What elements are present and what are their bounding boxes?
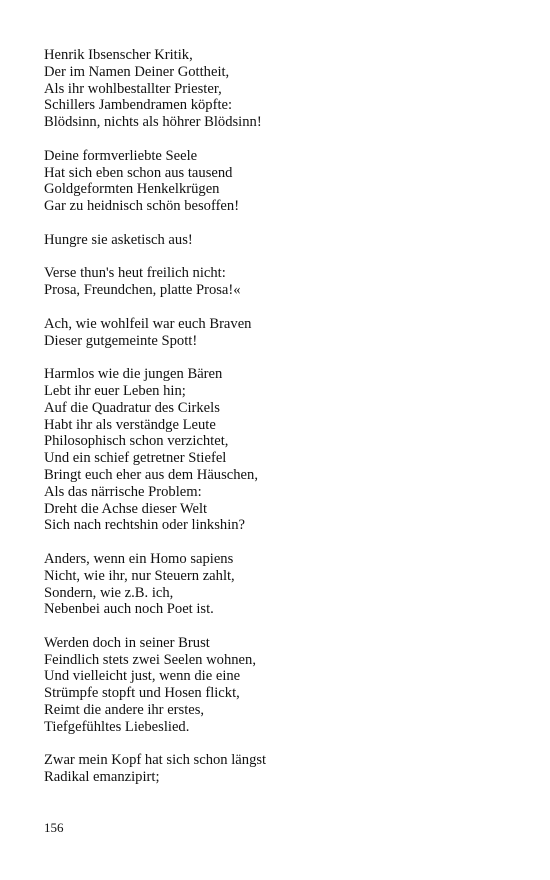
poem-line: Nebenbei auch noch Poet ist. <box>44 601 214 618</box>
stanza <box>44 752 514 786</box>
stanza <box>44 148 514 215</box>
poem-line: Verse thun's heut freilich nicht: <box>44 265 226 282</box>
poem-line: Sondern, wie z.B. ich, <box>44 584 174 601</box>
poem-line: Hungre sie asketisch aus! <box>44 231 193 248</box>
poem-line: Anders, wenn ein Homo sapiens <box>44 550 234 567</box>
poem-line: Zwar mein Kopf hat sich schon längst <box>44 752 267 769</box>
stanza <box>44 635 514 736</box>
poem-text <box>44 47 514 803</box>
poem-line: Schillers Jambendramen köpfte: <box>44 97 233 114</box>
poem-line: Hat sich eben schon aus tausend <box>44 164 233 181</box>
poem-line: Feindlich stets zwei Seelen wohnen, <box>44 651 256 668</box>
poem-line: Und ein schief getretner Stiefel <box>44 450 227 467</box>
poem-line: Als ihr wohlbestallter Priester, <box>44 80 222 97</box>
poem-line: Lebt ihr euer Leben hin; <box>44 382 186 399</box>
poem-line: Und vielleicht just, wenn die eine <box>44 668 241 685</box>
poem-line: Philosophisch schon verzichtet, <box>44 433 229 450</box>
poem-line: Gar zu heidnisch schön besoffen! <box>44 198 240 215</box>
poem-line: Ach, wie wohlfeil war euch Braven <box>44 315 252 332</box>
poem-line: Habt ihr als verständge Leute <box>44 416 216 433</box>
poem-line: Der im Namen Deiner Gottheit, <box>44 63 230 80</box>
poem-line: Strümpfe stopft und Hosen flickt, <box>44 685 240 702</box>
stanza <box>44 316 514 350</box>
poem-line: Nicht, wie ihr, nur Steuern zahlt, <box>44 567 235 584</box>
stanza <box>44 366 514 534</box>
poem-line: Dreht die Achse dieser Welt <box>44 500 208 517</box>
poem-line: Bringt euch eher aus dem Häuschen, <box>44 466 258 483</box>
poem-line: Als das närrische Problem: <box>44 483 202 500</box>
poem-line: Reimt die andere ihr erstes, <box>44 702 205 719</box>
poem-line: Harmlos wie die jungen Bären <box>44 366 223 383</box>
stanza <box>44 232 514 249</box>
stanza <box>44 265 514 299</box>
poem-line: Dieser gutgemeinte Spott! <box>44 332 198 349</box>
poem-line: Prosa, Freundchen, platte Prosa!« <box>44 282 241 299</box>
stanza <box>44 47 514 131</box>
poem-line: Tiefgefühltes Liebeslied. <box>44 718 190 735</box>
poem-line: Sich nach rechtshin oder linkshin? <box>44 517 246 534</box>
poem-line: Deine formverliebte Seele <box>44 147 198 164</box>
poem-line: Werden doch in seiner Brust <box>44 634 210 651</box>
poem-line: Henrik Ibsenscher Kritik, <box>44 47 193 63</box>
poem-line: Radikal emanzipirt; <box>44 769 160 786</box>
poem-line: Blödsinn, nichts als höhrer Blödsinn! <box>44 114 262 131</box>
page-number: 156 <box>44 820 64 835</box>
poem-line: Goldgeformten Henkelkrügen <box>44 181 220 198</box>
stanza <box>44 551 514 618</box>
poem-line: Auf die Quadratur des Cirkels <box>44 399 220 416</box>
